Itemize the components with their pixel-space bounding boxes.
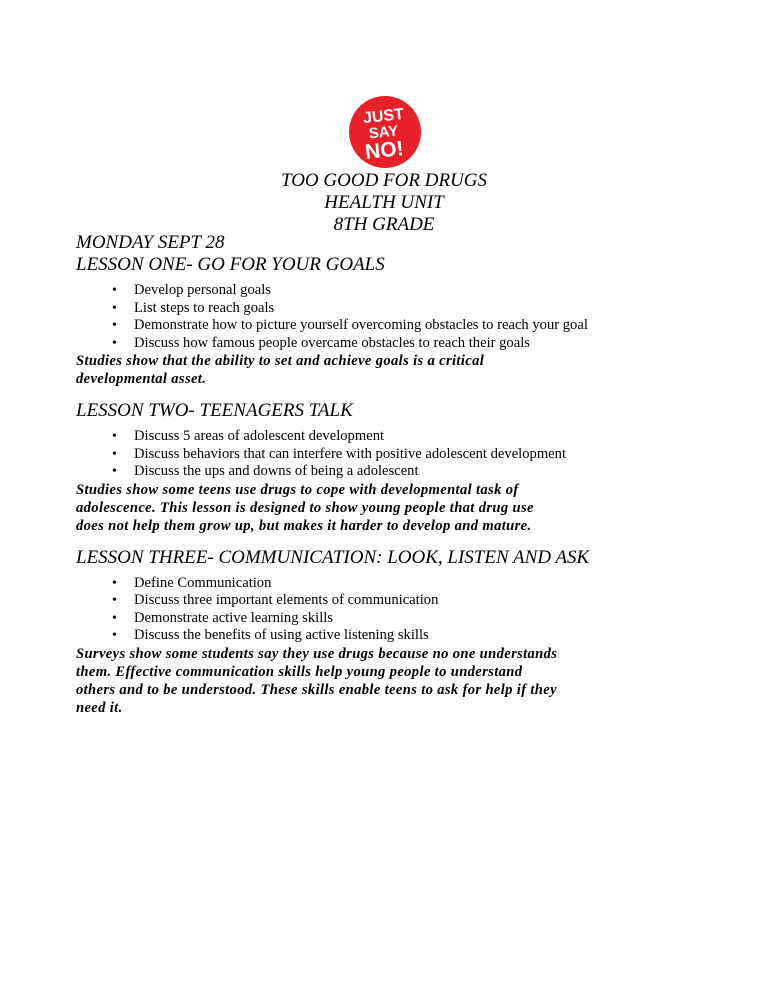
- goal-text: Develop personal goals: [134, 282, 271, 298]
- lesson-three-title: LESSON THREE- COMMUNICATION: LOOK, LISTEN AND ASK: [76, 546, 590, 568]
- studies-line: Studies show that the ability to set and achieve goals is a critical: [76, 353, 485, 369]
- lesson-one-section: [76, 254, 716, 388]
- goal-text: List steps to reach goals: [134, 299, 275, 316]
- header-unit: HEALTH UNIT: [324, 192, 444, 213]
- date-heading: MONDAY SEPT 28: [76, 232, 225, 253]
- goal-text: Discuss how famous people overcame obstacles to reach their goals: [134, 334, 530, 351]
- bullet-icon: •: [112, 464, 117, 479]
- bullet-icon: •: [112, 628, 117, 643]
- lesson-three-goals: [76, 575, 716, 645]
- goal-text: Demonstrate active learning skills: [134, 609, 333, 626]
- header-grade: 8TH GRADE: [333, 214, 435, 235]
- studies-line: them. Effective communication skills help young people to understand: [76, 663, 523, 680]
- bullet-icon: •: [112, 575, 117, 591]
- bullet-icon: •: [112, 593, 117, 608]
- bullet-icon: •: [112, 300, 117, 316]
- list-item: [112, 299, 716, 318]
- bullet-icon: •: [112, 335, 117, 351]
- studies-line: adolescence. This lesson is designed to show young people that drug use: [76, 499, 534, 516]
- studies-line: does not help them grow up, but makes it harder to develop and mature.: [76, 517, 532, 534]
- goal-text: Discuss behaviors that can interfere with positive adolescent development: [134, 445, 567, 462]
- logo-line-just: JUST: [362, 105, 405, 128]
- goal-text: Define Communication: [134, 574, 272, 591]
- bullet-icon: •: [112, 429, 117, 444]
- document-body: [76, 232, 716, 717]
- lesson-one-title: LESSON ONE- GO FOR YOUR GOALS: [76, 254, 385, 275]
- studies-line: need it.: [76, 699, 123, 716]
- lesson-three-studies-note: [76, 645, 716, 717]
- lesson-two-section: [76, 400, 716, 535]
- list-item: [112, 592, 716, 610]
- lesson-two-goals: [76, 428, 716, 481]
- just-say-no-logo: [348, 95, 422, 169]
- list-item: [112, 428, 716, 446]
- list-item: [112, 627, 716, 645]
- studies-line: others and to be understood. These skills enable teens to ask for help if they: [76, 681, 557, 698]
- list-item: [112, 317, 716, 335]
- studies-line: developmental asset.: [76, 371, 207, 387]
- lesson-one-goals: [76, 282, 716, 352]
- goal-text: Demonstrate how to picture yourself overcoming obstacles to reach your goal: [134, 317, 588, 333]
- bullet-icon: •: [112, 610, 117, 626]
- list-item: [112, 463, 716, 481]
- list-item: [112, 574, 716, 593]
- bullet-icon: •: [112, 446, 117, 462]
- goal-text: Discuss the benefits of using active listening skills: [134, 627, 429, 643]
- logo-line-say: SAY: [367, 122, 400, 143]
- lesson-one-studies-note: [76, 352, 716, 388]
- lesson-two-studies-note: [76, 481, 716, 535]
- lesson-three-section: [76, 547, 716, 717]
- logo-line-no: NO!: [363, 137, 405, 164]
- list-item: [112, 609, 716, 628]
- studies-line: Surveys show some students say they use drugs because no one understands: [76, 645, 558, 662]
- bullet-icon: •: [112, 283, 117, 298]
- list-item: [112, 282, 716, 300]
- goal-text: Discuss three important elements of communication: [134, 592, 439, 608]
- bullet-icon: •: [112, 318, 117, 333]
- header-title: TOO GOOD FOR DRUGS: [280, 170, 487, 191]
- goal-text: Discuss the ups and downs of being a adolescent: [134, 463, 419, 479]
- list-item: [112, 334, 716, 353]
- studies-line: Studies show some teens use drugs to cope with developmental task of: [76, 481, 519, 498]
- lesson-two-title: LESSON TWO- TEENAGERS TALK: [76, 400, 353, 421]
- list-item: [112, 445, 716, 464]
- just-say-no-logo-graphic: [348, 95, 422, 169]
- document-header: [0, 170, 768, 236]
- goal-text: Discuss 5 areas of adolescent development: [134, 428, 385, 444]
